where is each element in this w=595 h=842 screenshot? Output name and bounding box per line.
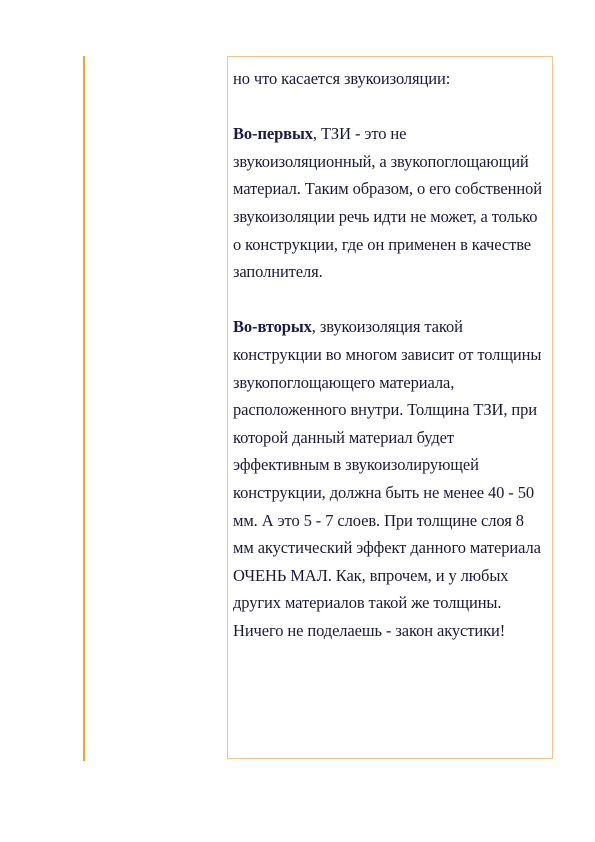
intro-line: но что касается звукоизоляции: <box>233 69 451 88</box>
first-text: , ТЗИ - это не звукоизоляционный, а звукопоглощающий материал. Таким образом, о его собственной звукоизоляции речь идти не может, а только о конструкции, где он применен в качестве заполнителя. <box>233 124 542 282</box>
paragraph-first <box>233 120 546 286</box>
paragraph-second <box>233 313 546 644</box>
left-margin-rule <box>83 56 85 761</box>
text-frame <box>227 56 553 759</box>
first-lead: Во-первых <box>233 124 313 144</box>
paragraph-spacer <box>233 286 546 314</box>
second-text: , звукоизоляция такой конструкции во многом зависит от толщины звукопоглощающего материала, расположенного внутри. Толщина ТЗИ, при которой данный материал будет эффективным в звукоизолирующей конструкции, должна быть не менее 40 - 50 мм. А это 5 - 7 слоев. При толщине слоя 8 мм акустический эффект данного материала ОЧЕНЬ МАЛ. Как, впрочем, и у любых других материалов такой же толщины. Ничего не поделаешь - закон акустики! <box>233 317 542 640</box>
paragraph-spacer <box>233 93 546 121</box>
second-lead: Во-вторых <box>233 317 312 337</box>
